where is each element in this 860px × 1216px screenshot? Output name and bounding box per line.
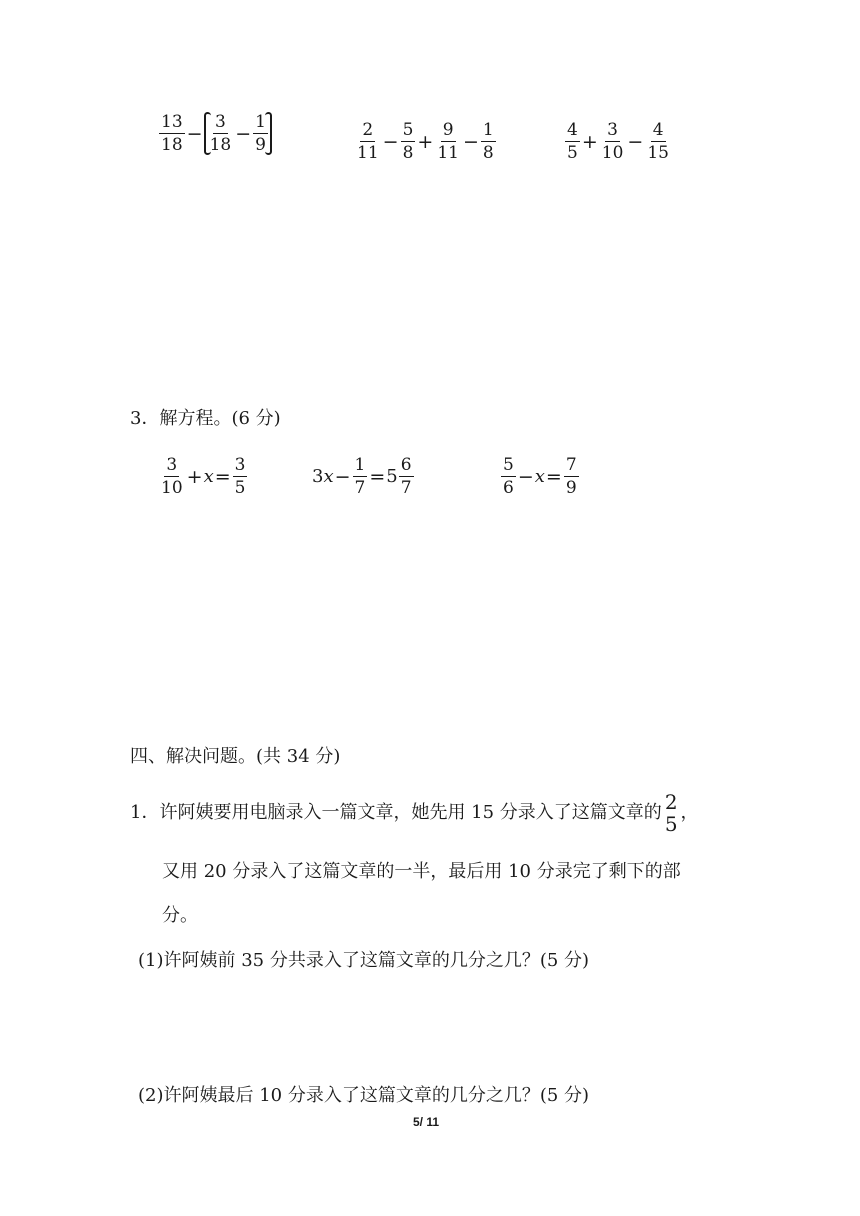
- fraction: $\frac{1}{7}$: [354, 455, 366, 498]
- equation-2: 3 x − $\frac{1}{7}$ = 5 $\frac{6}{7}$: [312, 455, 412, 498]
- fraction: $\frac{3}{18}$: [209, 112, 232, 155]
- fraction: $\frac{5}{6}$: [503, 455, 514, 498]
- fraction: $\frac{4}{5}$: [567, 120, 578, 163]
- operator: +: [417, 130, 434, 153]
- fraction: $\frac{1}{8}$: [482, 120, 494, 163]
- equation-3: $\frac{5}{6}$ − x = $\frac{7}{9}$: [503, 455, 577, 498]
- fraction: $\frac{9}{11}$: [437, 120, 459, 163]
- fraction: 2 5: [664, 790, 678, 836]
- problem-1-line-1: 1．许阿姨要用电脑录入一篇文章，她先用 15 分录入了这篇文章的 2 5 ，: [130, 790, 699, 836]
- question-1: (1)许阿姨前 35 分共录入了这篇文章的几分之几？(5 分): [138, 950, 590, 971]
- fraction: $\frac{6}{7}$: [400, 455, 412, 498]
- operator: −: [462, 130, 479, 153]
- operator: −: [235, 122, 252, 145]
- operator: −: [382, 130, 399, 153]
- problem-1-line-3: 分。: [162, 905, 198, 926]
- fraction: $\frac{2}{11}$: [357, 120, 379, 163]
- expression-3: [564, 120, 672, 163]
- fraction: $\frac{5}{8}$: [402, 120, 414, 163]
- operator: −: [627, 130, 644, 153]
- fraction: $\frac{4}{15}$: [647, 120, 669, 163]
- operator: +: [581, 130, 598, 153]
- page-number: 5/ 11: [413, 1115, 440, 1129]
- fraction: $\frac{7}{9}$: [565, 455, 577, 498]
- section-3-heading: 3．解方程。(6 分): [130, 408, 281, 429]
- fraction: $\frac{3}{5}$: [234, 455, 246, 498]
- problem-1-line-2: 又用 20 分录入了这篇文章的一半，最后用 10 分录完了剩下的部: [162, 861, 681, 882]
- section-4-heading: 四、解决问题。(共 34 分): [130, 746, 341, 767]
- question-2: (2)许阿姨最后 10 分录入了这篇文章的几分之几？(5 分): [138, 1085, 590, 1106]
- parenthesis-group: [204, 112, 272, 155]
- equation-1: $\frac{3}{10}$ + x = $\frac{3}{5}$: [161, 455, 246, 498]
- fraction: $\frac{13}{18}$: [161, 112, 183, 155]
- operator: −: [186, 122, 203, 145]
- expression-2: [354, 120, 497, 163]
- expression-1: [158, 112, 272, 155]
- fraction: $\frac{1}{9}$: [255, 112, 266, 155]
- fraction: $\frac{3}{10}$: [601, 120, 624, 163]
- fraction: $\frac{3}{10}$: [161, 455, 183, 498]
